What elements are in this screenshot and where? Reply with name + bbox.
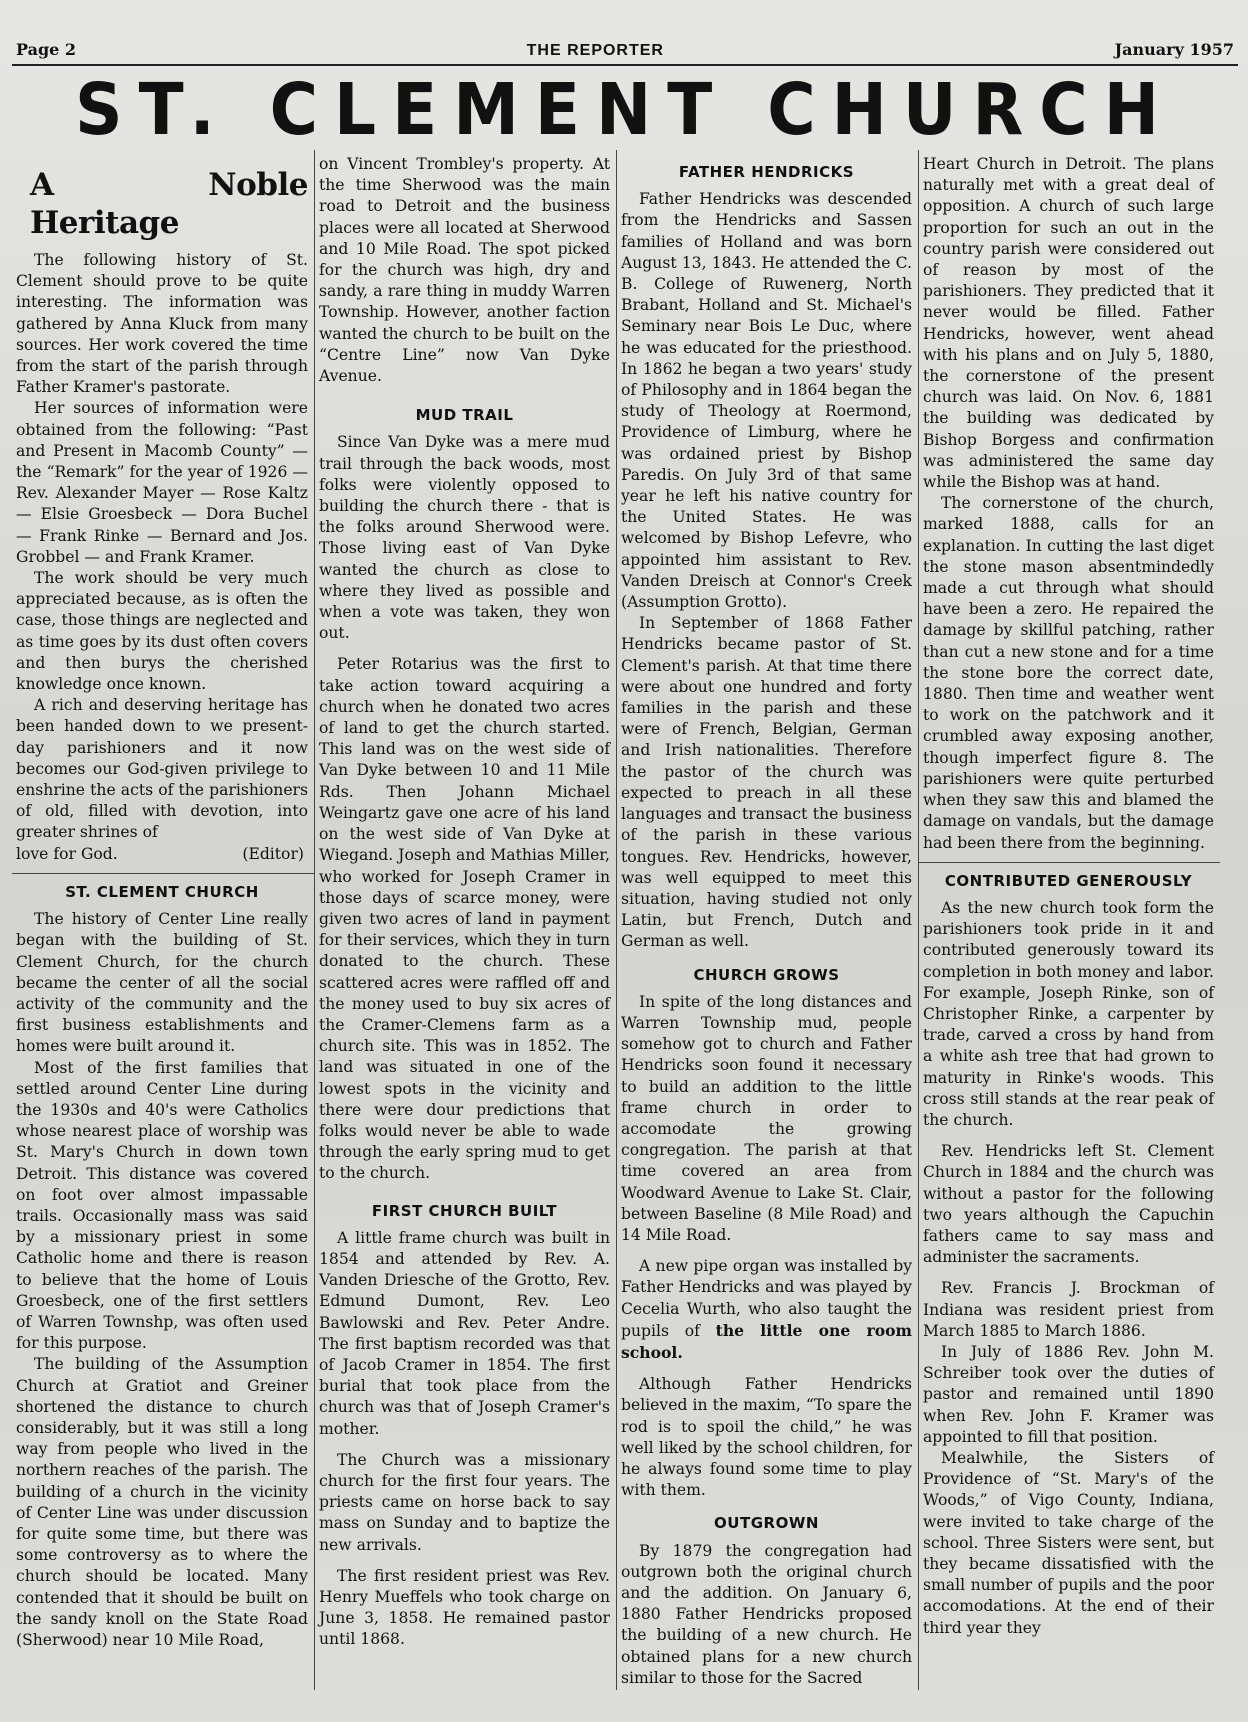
paragraph: Heart Church in Detroit. The plans naturally met with a great deal of opposition. A church of such large proportion for such an out in the country parish were considered out of reason by most of the parishioners. They predicted that it never would be filled. Father Hendricks, however, went ahead with his plans and on July 5, 1880, the cornerstone of the present church was laid. On Nov. 6, 1881 the building was dedicated by Bishop Borgess and confirmation was administered the same day while the Bishop was at hand. <box>923 155 1214 492</box>
paragraph: As the new church took form the parishioners took pride in it and contributed generously toward its completion in both money and labor. For example, Joseph Rinke, son of Christopher Rinke, a carpenter by trade, carved a cross by hand from a white ash tree that had grown to maturity in Rinke's woods. This cross still stands at the rear peak of the church. <box>923 898 1214 1129</box>
editor-line-text: love for God. <box>16 844 118 863</box>
section-divider <box>919 862 1220 863</box>
paragraph: In July of 1886 Rev. John M. Schreiber took over the duties of pastor and remained until 1890 when Rev. John F. Kramer was appointed to fill that position. <box>923 1342 1214 1446</box>
paragraph: The work should be very much appreciated because, as is often the case, those things are neglected and as time goes by its dust often covers and then burys the cherished knowledge once known. <box>16 569 308 694</box>
paragraph: In spite of the long distances and Warren Township mud, people somehow got to church and Father Hendricks soon found it necessary to build an addition to the little frame church in order to accomodate the growing congregation. The parish at that time covered an area from Woodward Avenue to Lake St. Clair, between Baseline (8 Mile Road) and 14 Mile Road. <box>621 992 912 1244</box>
paragraph: The first resident priest was Rev. Henry Mueffels who took charge on June 3, 1858. He remained pastor until 1868. <box>319 1566 610 1649</box>
column-4 <box>918 150 1220 1690</box>
paragraph: Her sources of information were obtained from the following: “Past and Present in Macomb County” — the “Remark” for the year of 1926 — Rev. Alexander Mayer — Rose Kaltz — Elsie Groesbeck — Dora Buchel — Frank Rinke — Bernard and Jos. Grobbel — and Frank Kramer. <box>16 399 308 566</box>
bold-phrase: the little one room school. <box>621 1320 912 1362</box>
banner-title: ST. CLEMENT CHURCH <box>75 67 1175 152</box>
column-3 <box>616 150 918 1690</box>
paragraph-text: A new pipe organ was installed by Father Hendricks and was played by Cecelia Wurth, who also taught the pupils of <box>621 1257 912 1340</box>
paper-name: THE REPORTER <box>526 42 664 59</box>
paragraph: Since Van Dyke was a mere mud trail through the back woods, most folks were violently opposed to building the church there - that is the folks around Sherwood were. Those living east of Van Dyke wanted the church as close to where they lived as possible and when a vote was taken, they won out. <box>319 433 610 643</box>
paragraph: A little frame church was built in 1854 and attended by Rev. A. Vanden Driesche of the Grotto, Rev. Edmund Dumont, Rev. Leo Bawlowski and Rev. Peter Andre. The first baptism recorded was that of Jacob Cramer in 1854. The first burial that took place from the church was that of Joseph Cramer's mother. <box>319 1228 610 1438</box>
paragraph: The history of Center Line really began with the building of St. Clement Church, for the church became the center of all the social activity of the community and the first business establishments and homes were built around it. <box>16 910 308 1056</box>
paragraph: The following history of St. Clement should prove to be quite interesting. The information was gathered by Anna Kluck from many sources. Her work covered the time from the start of the parish through Father Kramer's pastorate. <box>16 251 308 397</box>
section-divider <box>12 873 314 874</box>
paragraph: on Vincent Trombley's property. At the time Sherwood was the main road to Detroit and the business places were all located at Sherwood and 10 Mile Road. The spot picked for the church was high, dry and sandy, a rare thing in muddy Warren Township. However, another faction wanted the church to be built on the “Centre Line” now Van Dyke Avenue. <box>319 155 610 386</box>
paragraph: The cornerstone of the church, marked 1888, calls for an explanation. In cutting the last diget the stone mason absentmindedly made a cut through what should have been a zero. He repaired the damage by skillful patching, rather than cut a new stone and for a time the stone bore the correct date, 1880. Then time and weather went to work on the patchwork and it crumbled away exposing another, though imperfect figure 8. The parishioners were quite perturbed when they saw this and blamed the damage on vandals, but the damage had been there from the beginning. <box>923 494 1214 852</box>
section-heading: FATHER HENDRICKS <box>678 163 855 181</box>
column-2 <box>314 150 616 1690</box>
paragraph: The Church was a missionary church for the first four years. The priests came on horse back to say mass on Sunday and to baptize the new arrivals. <box>319 1450 610 1554</box>
paragraph <box>621 1256 912 1364</box>
masthead <box>12 40 1238 66</box>
paragraph: Peter Rotarius was the first to take action toward acquiring a church when he donated two acres of land to get the church started. This land was on the west side of Van Dyke between 10 and 11 Mile Rds. Then Johann Michael Weingartz gave one acre of his land on the west side of Van Dyke at Wiegand. Joseph and Mathias Miller, who worked for Joseph Cramer in those days of scarce money, were given two acres of land in payment for their services, which they in turn donated to the church. These scattered acres were raffled off and the money used to buy six acres of the Cramer-Clemens farm as a church site. This was in 1852. The land was situated in one of the lowest spots in the vicinity and there were dour predictions that folks would never be able to wade through the early spring mud to get to the church. <box>319 655 610 1183</box>
heritage-title: A Noble Heritage <box>30 167 308 241</box>
paragraph: The building of the Assumption Church at Gratiot and Greiner shortened the distance to church considerably, but it was still a long way from people who lived in the northern reaches of the parish. The building of a church in the vicinity of Center Line was under discussion for quite some time, but there was some controversy as to where the church should be located. Many contended that it should be built on the sandy knoll on the State Road (Sherwood) near 10 Mile Road, <box>16 1355 308 1649</box>
section-heading: OUTGROWN <box>714 1514 819 1533</box>
issue-date: January 1957 <box>1114 40 1234 59</box>
paragraph: In September of 1868 Father Hendricks became pastor of St. Clement's parish. At that time there were about one hundred and forty families in the parish and these were of French, Belgian, German and Irish nationalities. Therefore the pastor of the church was expected to preach in all these languages and transact the business of the parish in these various tongues. Rev. Hendricks, however, was well equipped to meet this situation, having studied not only Latin, but French, Dutch and German as well. <box>621 614 912 951</box>
paragraph: By 1879 the congregation had outgrown both the original church and the addition. On January 6, 1880 Father Hendricks proposed the building of a new church. He obtained plans for a new church similar to those for the Sacred <box>621 1541 912 1687</box>
editor-line <box>16 844 308 865</box>
paragraph: Father Hendricks was descended from the Hendricks and Sassen families of Holland and was born August 13, 1843. He attended the C. B. College of Ruwenerg, North Brabant, Holland and St. Michael's Seminary near Bois Le Duc, where he was educated for the priesthood. In 1862 he began a two years' study of Philosophy and in 1864 began the study of Theology at Roermond, Providence of Limburg, where he was ordained priest by Bishop Paredis. On July 3rd of that same year he left his native country for the United States. He was welcomed by Bishop Lefevre, who appointed him assistant to Rev. Vanden Dreisch at Connor's Creek (Assumption Grotto). <box>621 190 912 612</box>
section-heading: CHURCH GROWS <box>693 965 840 984</box>
page-number: Page 2 <box>16 40 77 59</box>
section-heading: FIRST CHURCH BUILT <box>371 1201 558 1220</box>
section-heading: CONTRIBUTED GENEROUSLY <box>944 871 1193 890</box>
paragraph: Although Father Hendricks believed in the maxim, “To spare the rod is to spoil the child,” he was well liked by the school children, for he always found some time to play with them. <box>621 1375 912 1500</box>
paragraph: A rich and deserving heritage has been handed down to we present-day parishioners and it now becomes our God-given privilege to enshrine the acts of the parishioners of old, filled with devotion, into greater shrines of <box>16 696 308 842</box>
section-heading: MUD TRAIL <box>415 406 514 425</box>
column-1 <box>12 150 314 1690</box>
paragraph: Mealwhile, the Sisters of Providence of “St. Mary's of the Woods,” of Vigo County, Indiana, were invited to take charge of the school. Three Sisters were sent, but they became dissatisfied with the small number of pupils and the poor accomodations. At the end of their third year they <box>923 1448 1214 1637</box>
paragraph: Rev. Hendricks left St. Clement Church in 1884 and the church was without a pastor for the following two years although the Capuchin fathers came to say mass and administer the sacraments. <box>923 1142 1214 1267</box>
editor-credit: (Editor) <box>242 844 304 863</box>
article-columns <box>12 150 1238 1690</box>
paragraph: Most of the first families that settled around Center Line during the 1930s and 40's were Catholics whose nearest place of worship was St. Mary's Church in down town Detroit. This distance was covered on foot over almost impassable trails. Occasionally mass was said by a missionary priest in some Catholic home and there is reason to believe that the home of Louis Groesbeck, one of the first settlers of Warren Townshp, was often used for this purpose. <box>16 1058 308 1353</box>
paragraph: Rev. Francis J. Brockman of Indiana was resident priest from March 1885 to March 1886. <box>923 1279 1214 1340</box>
section-heading: ST. CLEMENT CHURCH <box>65 882 259 901</box>
